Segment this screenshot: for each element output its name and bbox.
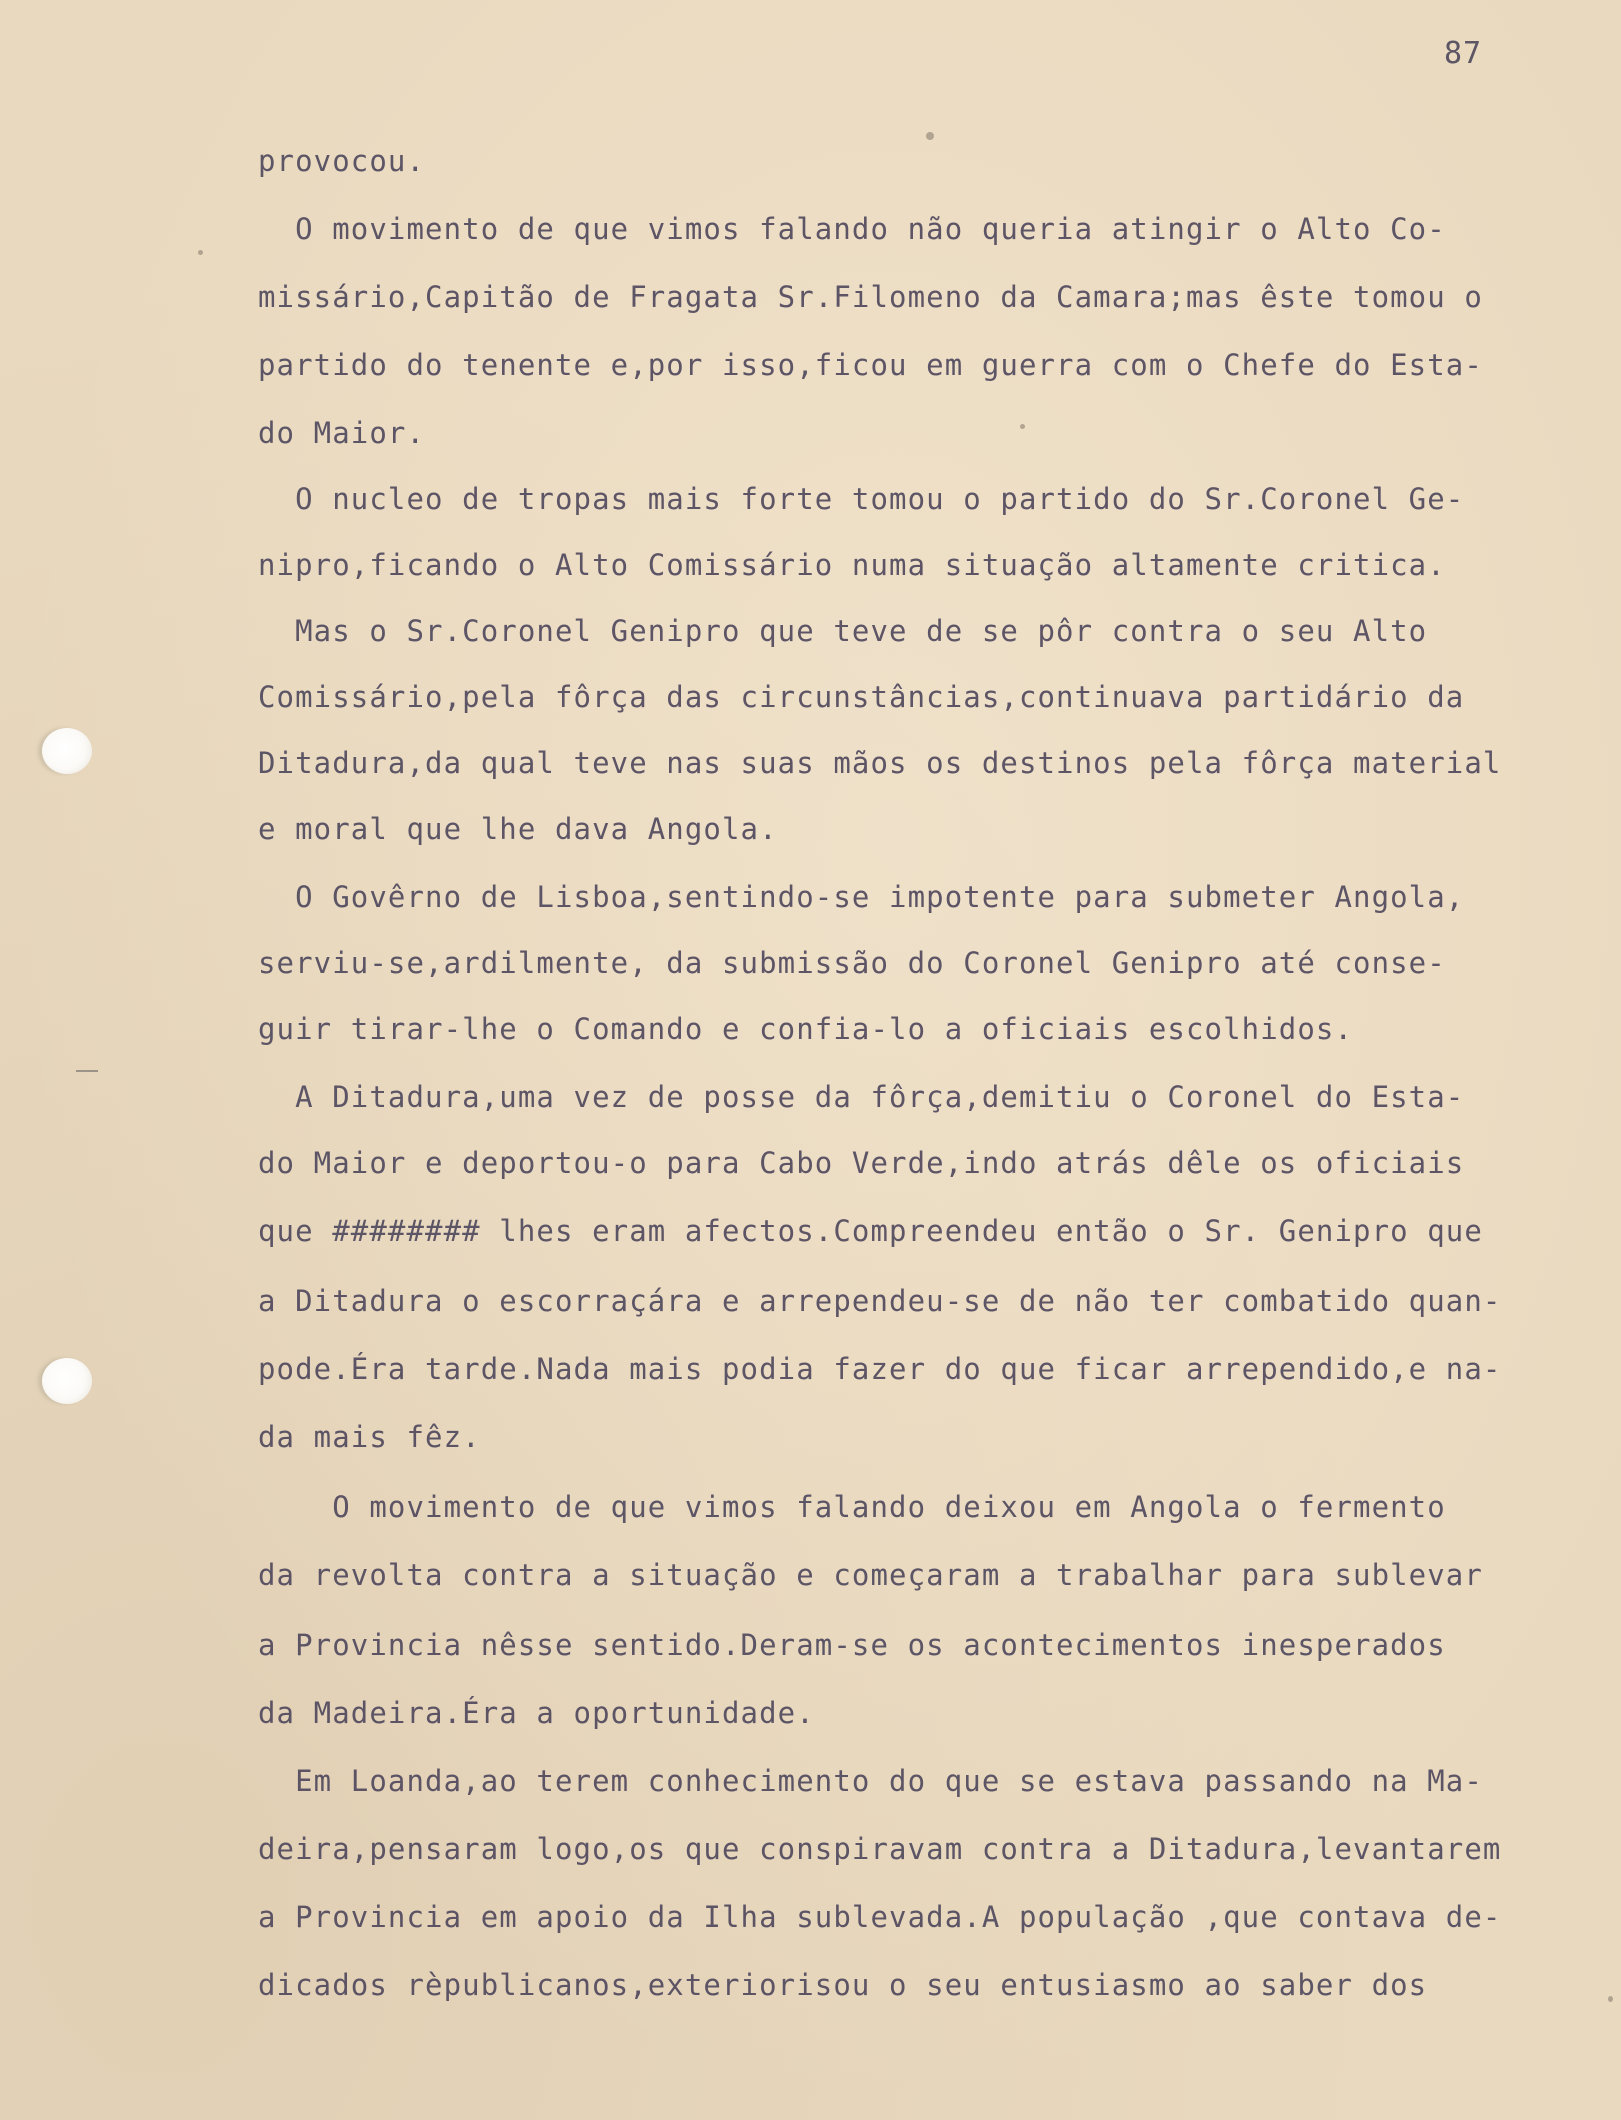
- text-line: O movimento de que vimos falando deixou em Angola o fermento: [258, 1490, 1446, 1524]
- text-line: guir tirar-lhe o Comando e confia-lo a oficiais escolhidos.: [258, 1012, 1354, 1046]
- text-line: do Maior.: [258, 416, 426, 450]
- text-line: O Govêrno de Lisboa,sentindo-se impotente para submeter Angola,: [258, 880, 1465, 914]
- text-line: e moral que lhe dava Angola.: [258, 812, 778, 846]
- edge-mark: [76, 1070, 98, 1072]
- punch-hole: [42, 728, 92, 774]
- text-line: da mais fêz.: [258, 1420, 481, 1454]
- text-line: deira,pensaram logo,os que conspiravam contra a Ditadura,levantarem: [258, 1832, 1502, 1866]
- text-line: missário,Capitão de Fragata Sr.Filomeno da Camara;mas êste tomou o: [258, 280, 1483, 314]
- text-line: O movimento de que vimos falando não queria atingir o Alto Co-: [258, 212, 1446, 246]
- text-line: que ######## lhes eram afectos.Compreendeu então o Sr. Genipro que: [258, 1214, 1483, 1248]
- text-line: serviu-se,ardilmente, da submissão do Coronel Genipro até conse-: [258, 946, 1446, 980]
- page-number: 87: [1444, 36, 1483, 71]
- text-line: da Madeira.Éra a oportunidade.: [258, 1696, 815, 1730]
- paper-speck: [1608, 1996, 1613, 2002]
- text-line: do Maior e deportou-o para Cabo Verde,indo atrás dêle os oficiais: [258, 1146, 1465, 1180]
- text-line: Comissário,pela fôrça das circunstâncias,continuava partidário da: [258, 680, 1465, 714]
- text-line: nipro,ficando o Alto Comissário numa situação altamente critica.: [258, 548, 1446, 582]
- text-line: dicados rèpublicanos,exteriorisou o seu entusiasmo ao saber dos: [258, 1968, 1428, 2002]
- paper-speck: [926, 132, 934, 140]
- text-line: pode.Éra tarde.Nada mais podia fazer do que ficar arrependido,e na-: [258, 1352, 1502, 1386]
- text-line: partido do tenente e,por isso,ficou em guerra com o Chefe do Esta-: [258, 348, 1483, 382]
- text-line: provocou.: [258, 144, 426, 178]
- text-line: a Provincia em apoio da Ilha sublevada.A população ,que contava de-: [258, 1900, 1502, 1934]
- punch-hole: [42, 1358, 92, 1404]
- text-line: Mas o Sr.Coronel Genipro que teve de se pôr contra o seu Alto: [258, 614, 1428, 648]
- text-line: O nucleo de tropas mais forte tomou o partido do Sr.Coronel Ge-: [258, 482, 1465, 516]
- paper-speck: [198, 250, 203, 255]
- text-line: a Provincia nêsse sentido.Deram-se os acontecimentos inesperados: [258, 1628, 1446, 1662]
- text-line: Ditadura,da qual teve nas suas mãos os destinos pela fôrça material: [258, 746, 1502, 780]
- text-line: A Ditadura,uma vez de posse da fôrça,demitiu o Coronel do Esta-: [258, 1080, 1465, 1114]
- text-line: a Ditadura o escorraçára e arrependeu-se de não ter combatido quan-: [258, 1284, 1502, 1318]
- paper-speck: [1020, 424, 1025, 429]
- text-line: Em Loanda,ao terem conhecimento do que se estava passando na Ma-: [258, 1764, 1483, 1798]
- text-line: da revolta contra a situação e começaram a trabalhar para sublevar: [258, 1558, 1483, 1592]
